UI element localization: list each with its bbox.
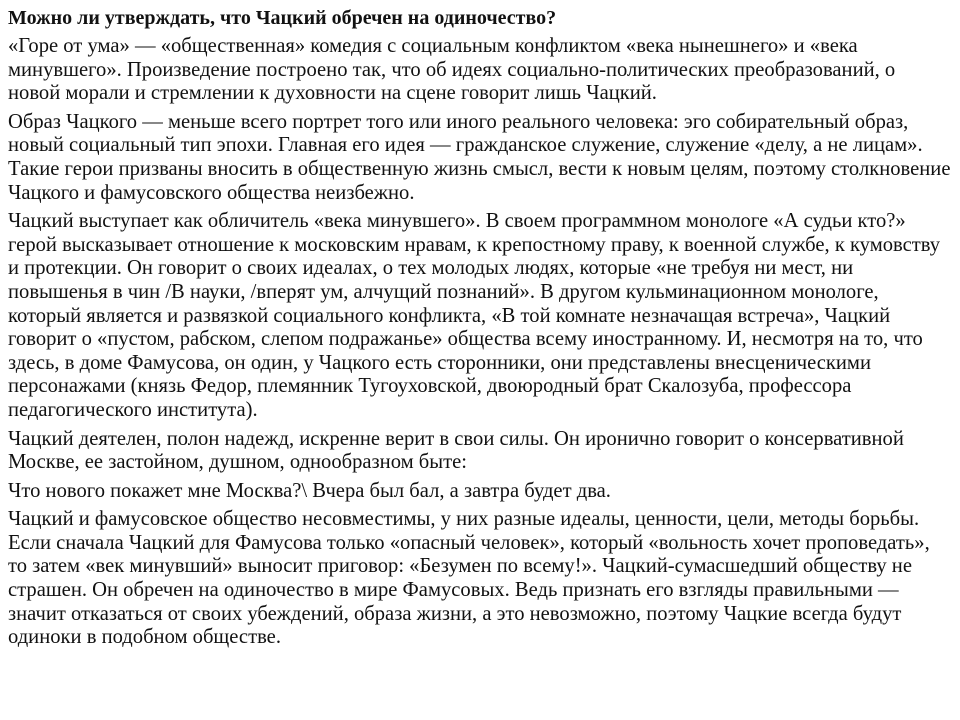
document-page — [8, 6, 952, 655]
paragraph-quote: Что нового покажет мне Москва?\ Вчера был бал, а завтра будет два. — [8, 479, 611, 502]
paragraph-intro: «Горе от ума» — «общественная» комедия с социальным конфликтом «века нынешнего» и «века минувшего». Произведение построено так, что об идеях социально-политических преобразований, о новой морали и стремлении к духовности на сцене говорит лишь Чацкий. — [8, 35, 896, 105]
document-title: Можно ли утверждать, что Чацкий обречен на одиночество? — [8, 7, 557, 29]
paragraph-conclusion: Чацкий и фамусовское общество несовместимы, у них разные идеалы, ценности, цели, методы борьбы. Если сначала Чацкий для Фамусова только «опасный человек», который «вольность хочет проповедать», то затем «век минувший» выносит приговор: «Безумен по всему!». Чацкий-сумасшедший обществу не страшен. Он обречен на одиночество в мире Фамусовых. Ведь признать его взгляды правильными — значит отказаться от своих убеждений, образа жизни, а это невозможно, поэтому Чацкие всегда будут одиноки в подобном обществе. — [8, 508, 930, 649]
paragraph-denouncer: Чацкий выступает как обличитель «века минувшего». В своем программном монологе «А судьи кто?» герой высказывает отношение к московским нравам, к крепостному праву, к военной службе, к кумовству и протекции. Он говорит о своих идеалах, о тех молодых людях, которые «не требуя ни мест, ни повышенья в чин /В науки, /вперят ум, алчущий познаний». В другом кульминационном монологе, который является и развязкой социального конфликта, «В той комнате незначащая встреча», Чацкий говорит о «пустом, рабском, слепом подражанье» общества всему иностранному. И, несмотря на то, что здесь, в доме Фамусова, он один, у Чацкого есть сторонники, они представлены внесценическими персонажами (князь Федор, племянник Тугоуховской, двоюродный брат Скалозуба, профессора педагогического института). — [8, 210, 941, 421]
paragraph-image: Образ Чацкого — меньше всего портрет того или иного реального человека: эго собирательный образ, новый социальный тип эпохи. Главная его идея — гражданское служение, служение «делу, а не лицам». Такие герои призваны вносить в общественную жизнь смысл, вести к новым целям, поэтому столкновение Чацкого и фамусовского общества неизбежно. — [8, 110, 951, 204]
paragraph-active: Чацкий деятелен, полон надежд, искренне верит в свои силы. Он иронично говорит о консервативной Москве, ее застойном, душном, однообразном быте: — [8, 427, 904, 474]
